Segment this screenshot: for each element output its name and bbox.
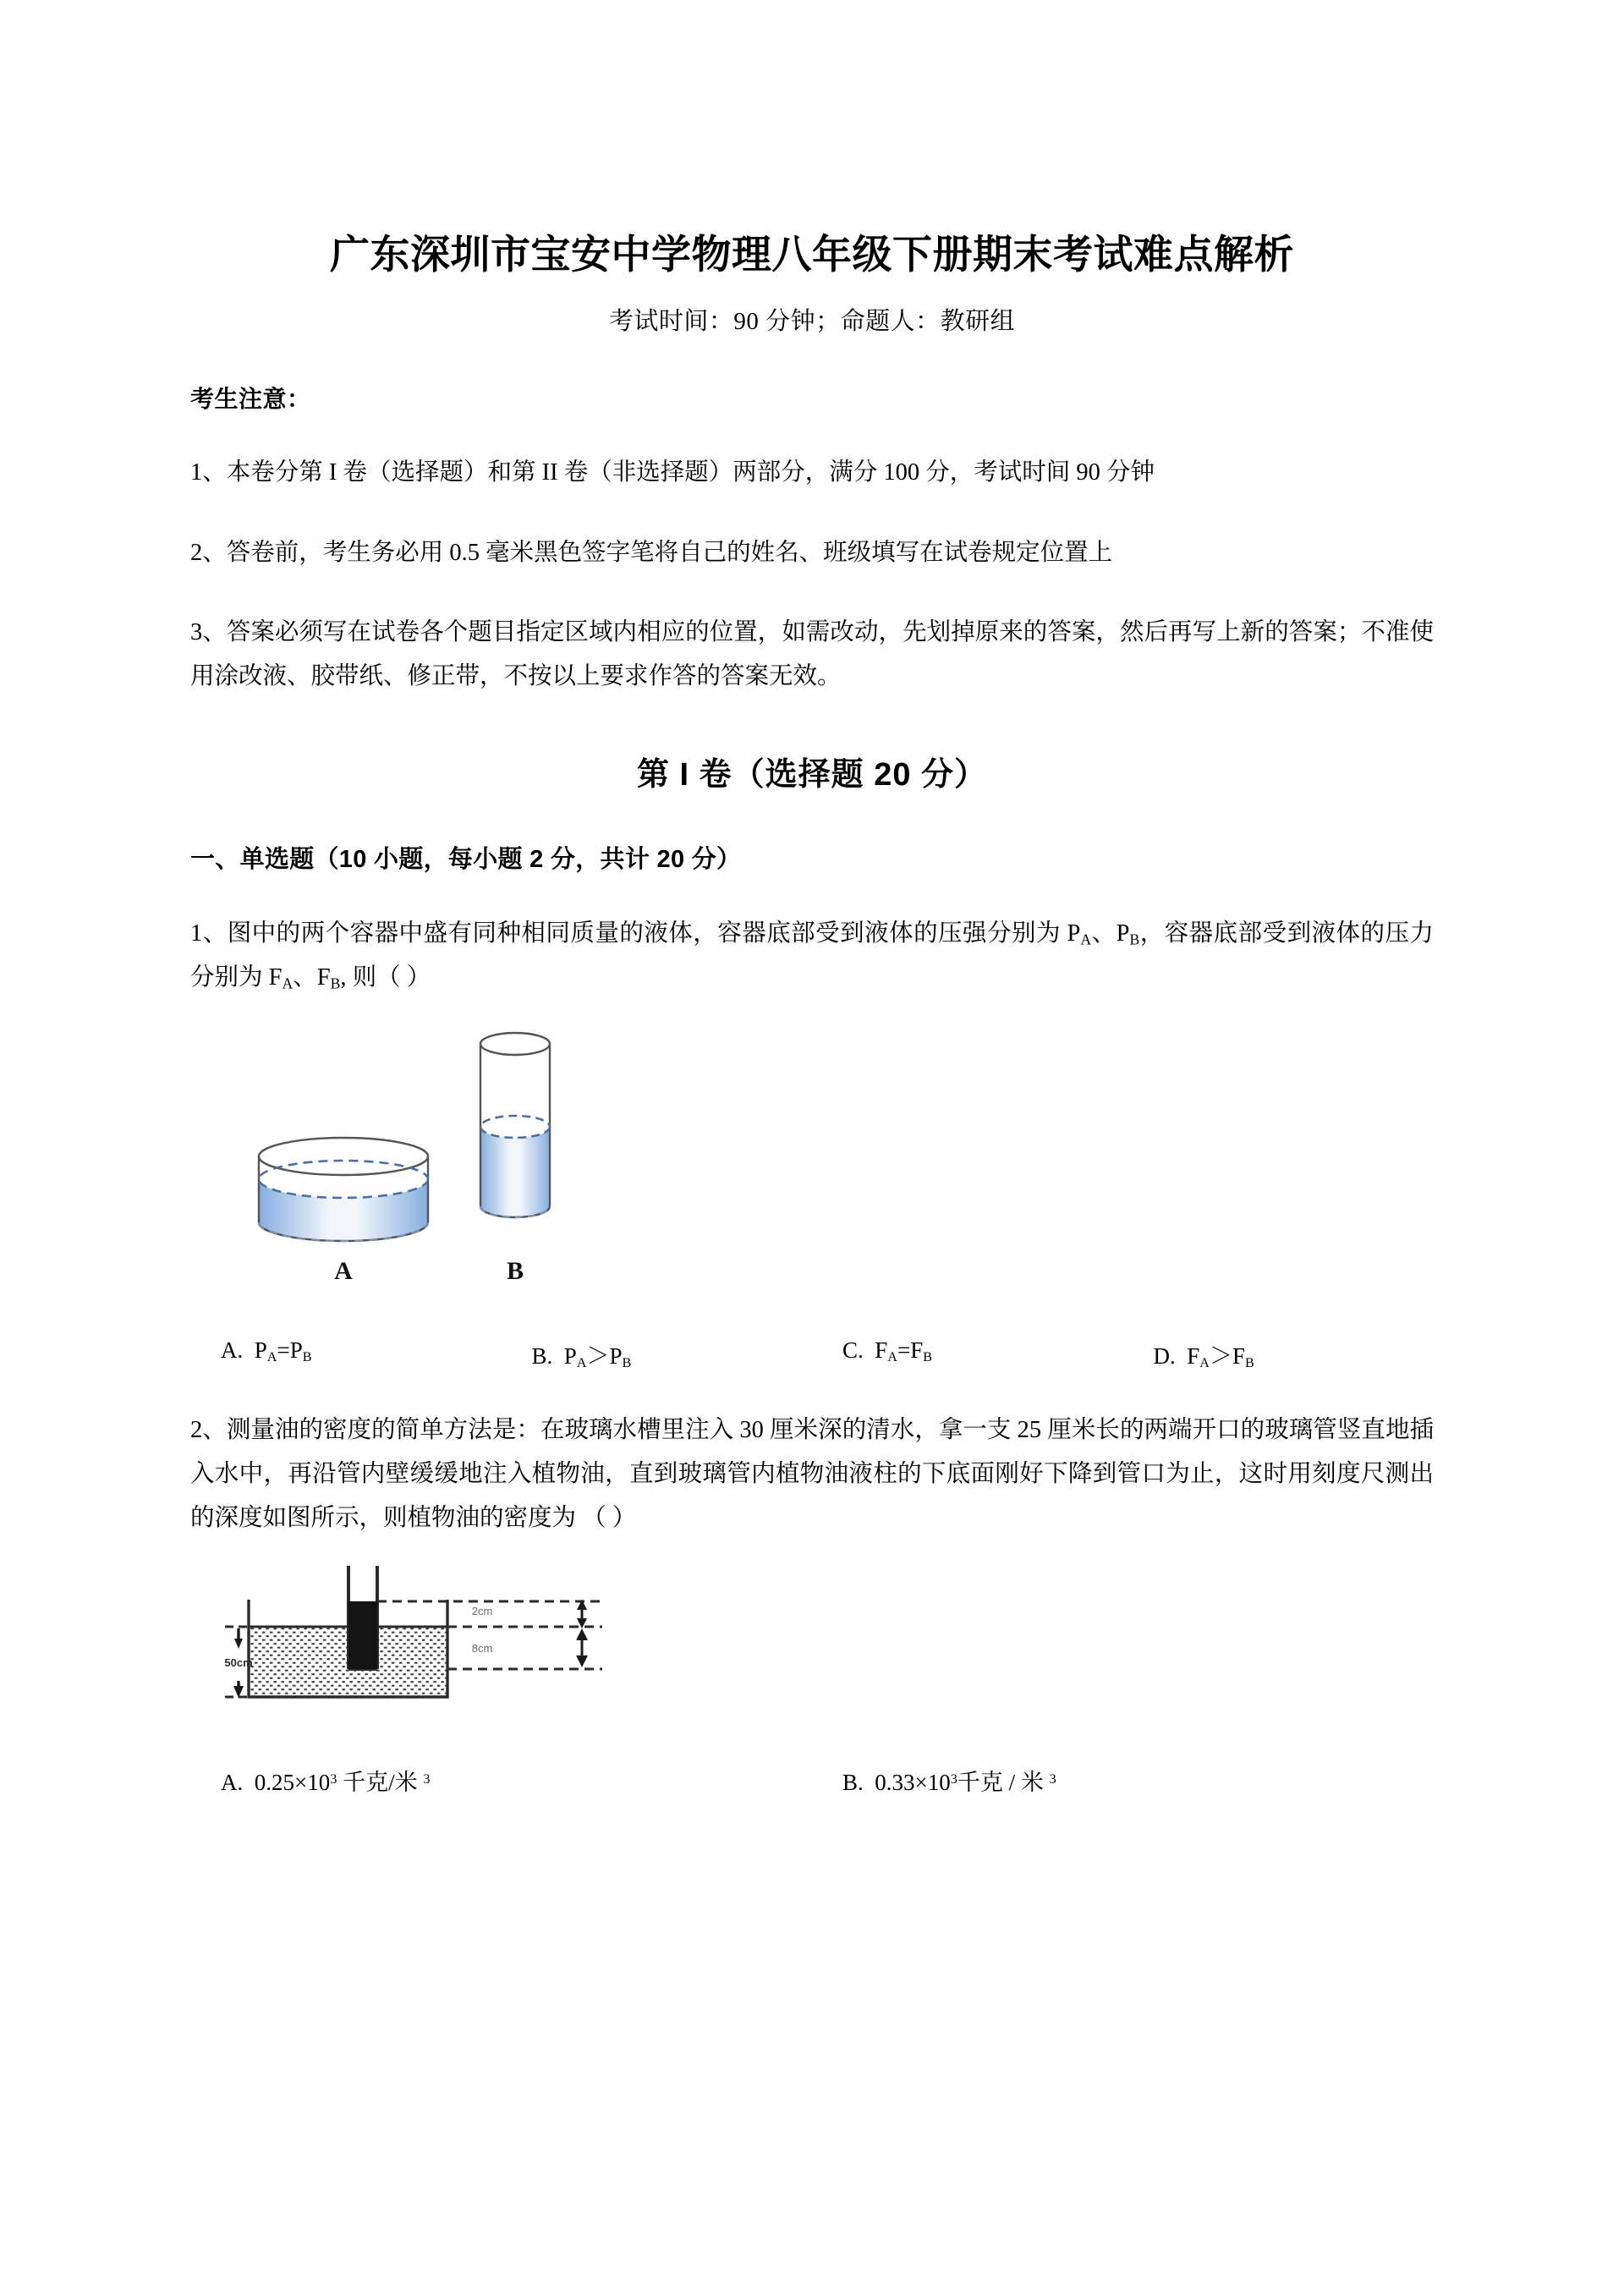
q1-opt-d-letter: D. <box>1153 1342 1176 1369</box>
vessel-a-rim <box>259 1138 428 1175</box>
oil-column <box>348 1601 377 1669</box>
vessel-b-rim <box>480 1033 550 1055</box>
vessel-a-label: A <box>334 1256 353 1285</box>
vessel-b <box>480 1033 550 1217</box>
q1-opt-a-base2: P <box>289 1337 303 1363</box>
q1-opt-a-rel: = <box>277 1337 290 1363</box>
q1-text-b: 、P <box>1091 920 1130 947</box>
vessel-a <box>259 1138 428 1241</box>
q1-sub-b1: B <box>1129 931 1140 948</box>
question-2-figure <box>190 1540 1434 1735</box>
page-title: 广东深圳市宝安中学物理八年级下册期末考试难点解析 <box>330 232 1294 277</box>
q1-opt-c-base2: F <box>910 1337 924 1363</box>
q1-opt-b-sub2: B <box>622 1354 632 1370</box>
question-1-options <box>190 1309 1434 1371</box>
section-volume-one: 第 I 卷（选择题 20 分） <box>636 757 988 793</box>
q1-opt-d-rel: ＞ <box>1209 1342 1232 1369</box>
q1-opt-c-letter: C. <box>842 1337 864 1363</box>
q2-opt-b-value: 0.33×10 <box>875 1769 951 1795</box>
question-1-figure <box>190 1000 1434 1309</box>
tank-and-tube-diagram <box>220 1566 617 1731</box>
notice-item-1: 1、本卷分第 I 卷（选择题）和第 II 卷（非选择题）两部分，满分 100 分，考试时间 90 分钟 <box>190 458 1155 486</box>
q1-text-d: 、F <box>293 964 331 991</box>
q1-option-b[interactable] <box>502 1337 813 1371</box>
q1-opt-a-sub2: B <box>302 1348 312 1364</box>
height-label-2cm: 2cm <box>471 1604 493 1617</box>
q1-opt-a-base1: P <box>254 1337 267 1363</box>
q1-opt-d-sub2: B <box>1245 1354 1254 1370</box>
q2-opt-a-unit-exp: 3 <box>423 1771 431 1787</box>
q1-opt-d-base1: F <box>1187 1342 1200 1369</box>
q1-sub-a1: A <box>1080 931 1092 948</box>
q1-opt-b-letter: B. <box>531 1342 553 1369</box>
right-dimension-8cm <box>576 1628 588 1667</box>
q2-opt-a-value: 0.25×10 <box>254 1769 331 1795</box>
notice-item-3: 3、答案必须写在试卷各个题目指定区域内相应的位置，如需改动，先划掉原来的答案，然后再写上新的答案；不准使用涂改液、胶带纸、修正带，不按以上要求作答的答案无效。 <box>190 619 1434 690</box>
question-1-text <box>190 875 1434 1000</box>
q1-opt-a-letter: A. <box>221 1337 244 1363</box>
vessel-b-liquid <box>480 1127 550 1217</box>
q1-opt-c-sub2: B <box>923 1348 933 1364</box>
notice-heading: 考生注意： <box>190 385 311 412</box>
q1-text-e: , 则（ ） <box>340 964 431 991</box>
q2-option-b[interactable] <box>812 1764 1434 1797</box>
q1-opt-c-base1: F <box>875 1337 888 1363</box>
q2-opt-a-unit: 千克/米 <box>337 1769 424 1795</box>
q2-opt-b-exp: 3 <box>950 1771 957 1787</box>
q2-opt-a-letter: A. <box>221 1769 244 1795</box>
depth-label-50cm: 50cm <box>224 1655 253 1669</box>
q1-opt-b-base1: P <box>563 1342 577 1369</box>
vessel-b-liquid-surface <box>480 1116 550 1138</box>
vessel-a-liquid-surface <box>259 1161 428 1198</box>
q1-opt-c-rel: = <box>897 1337 911 1363</box>
exam-subtitle: 考试时间：90 分钟；命题人：教研组 <box>608 307 1016 335</box>
height-label-8cm: 8cm <box>471 1641 493 1655</box>
q1-sub-a2: A <box>282 975 294 992</box>
q2-option-a[interactable] <box>190 1764 812 1797</box>
q1-option-a[interactable] <box>190 1337 502 1371</box>
q1-opt-c-sub1: A <box>887 1348 897 1364</box>
q1-opt-b-rel: ＞ <box>586 1342 610 1369</box>
section-part-one: 一、单选题（10 小题，每小题 2 分，共计 20 分） <box>190 846 742 874</box>
question-2-options <box>190 1735 1434 1797</box>
q2-opt-a-exp: 3 <box>330 1771 337 1787</box>
q2-opt-b-unit: 千克 / 米 <box>957 1769 1050 1795</box>
vessel-b-label: B <box>506 1256 524 1285</box>
two-vessels-diagram <box>220 1025 609 1304</box>
q1-opt-a-sub1: A <box>266 1348 277 1364</box>
notice-item-2: 2、答卷前，考生务必用 0.5 毫米黑色签字笔将自己的姓名、班级填写在试卷规定位置上 <box>190 539 1113 566</box>
q1-text-a: 1、图中的两个容器中盛有同种相同质量的液体，容器底部受到液体的压强分别为 P <box>190 920 1081 947</box>
q1-opt-b-base2: P <box>609 1342 623 1369</box>
vessel-a-liquid <box>259 1179 428 1241</box>
q2-opt-b-unit-exp: 3 <box>1049 1771 1056 1787</box>
q1-sub-b2: B <box>330 975 341 992</box>
right-dimension-2cm <box>577 1600 587 1628</box>
q1-option-c[interactable] <box>812 1337 1123 1371</box>
q1-opt-d-base2: F <box>1232 1342 1246 1369</box>
question-2-text: 2、测量油的密度的简单方法是：在玻璃水槽里注入 30 厘米深的清水，拿一支 25 厘米长的两端开口的玻璃管竖直地插入水中，再沿管内壁缓缓地注入植物油，直到玻璃管内植物油液柱的下底面刚好下降到管口为止，这时用刻度尺测出的深度如图所示，则植物油的密度为 （ ） <box>190 1416 1434 1531</box>
q1-opt-d-sub1: A <box>1199 1354 1210 1370</box>
q1-text-c: ，容器底部受到液体的压力分别为 F <box>190 920 1434 991</box>
q2-opt-b-letter: B. <box>842 1769 864 1795</box>
q1-option-d[interactable] <box>1123 1337 1435 1371</box>
q1-opt-b-sub1: A <box>576 1354 587 1370</box>
